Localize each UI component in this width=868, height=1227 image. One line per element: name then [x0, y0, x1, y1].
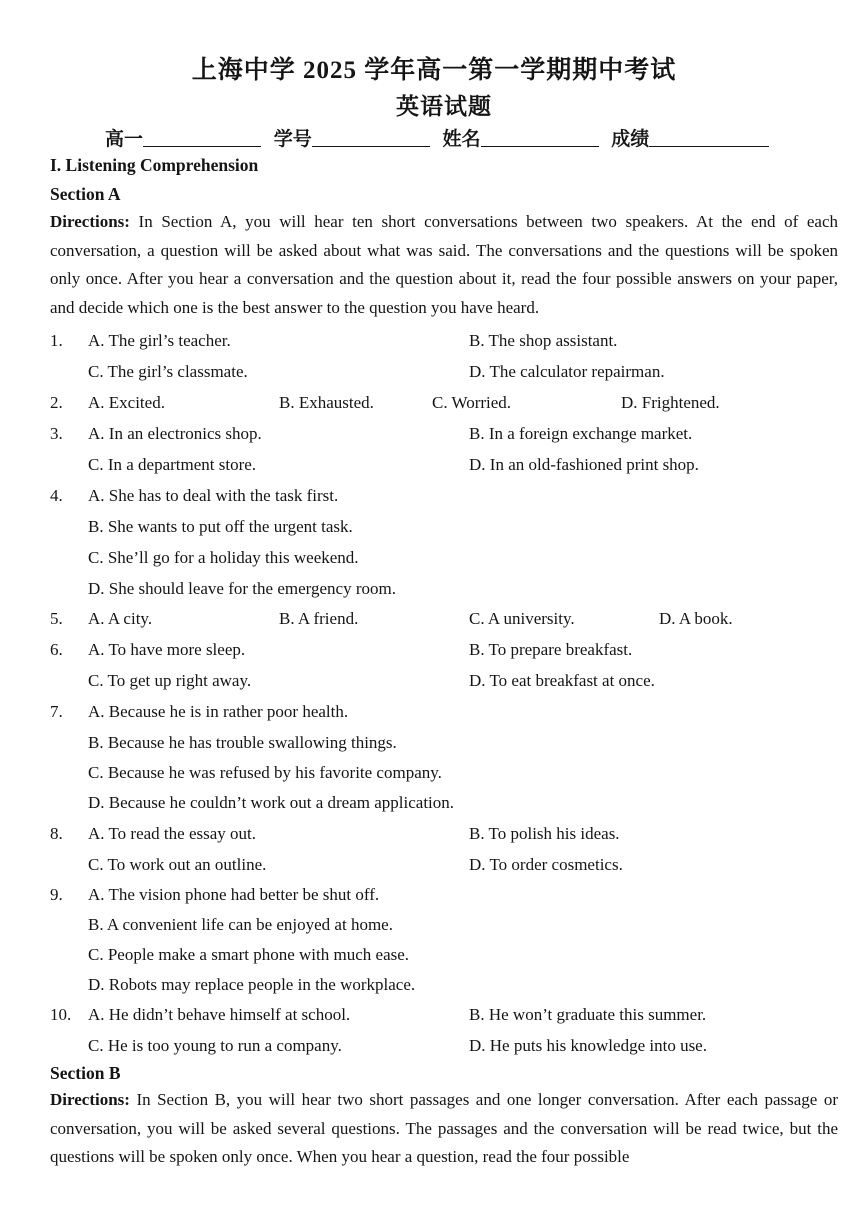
question-number: 4.	[50, 486, 63, 505]
option: C. Worried.	[432, 393, 512, 412]
option: A. To have more sleep.	[88, 640, 246, 659]
exam-title: 上海中学 2025 学年高一第一学期期中考试	[191, 57, 677, 84]
option: C. To work out an outline.	[88, 855, 267, 874]
student-id-label: 学号	[273, 129, 312, 150]
option: D. She should leave for the emergency room.	[88, 579, 396, 598]
option: B. He won’t graduate this summer.	[469, 1005, 707, 1024]
option: C. She’ll go for a holiday this weekend.	[88, 548, 359, 567]
name-label: 姓名	[442, 129, 481, 150]
question-number: 6.	[50, 640, 63, 659]
class-blank[interactable]	[143, 125, 261, 147]
directions-text: In Section B, you will hear two short passages and one longer conversation. After each passage or conversation, you will be asked several questions. The passages and the conversation will be read twice, but the questions will be spoken only once. When you hear a question, read the four possible	[50, 1090, 838, 1166]
part-heading: I. Listening Comprehension	[50, 155, 259, 175]
section-a-heading: Section A	[50, 184, 121, 204]
option: A. The girl’s teacher.	[88, 331, 231, 350]
directions-label: Directions:	[50, 1090, 130, 1109]
exam-subtitle: 英语试题	[396, 94, 492, 119]
option: C. A university.	[469, 609, 575, 628]
option: C. To get up right away.	[88, 671, 252, 690]
option: A. In an electronics shop.	[88, 424, 262, 443]
section-a-directions	[50, 208, 838, 322]
question-number: 7.	[50, 702, 63, 721]
question-number: 3.	[50, 424, 63, 443]
option: B. A convenient life can be enjoyed at home.	[88, 915, 393, 934]
option: D. Robots may replace people in the workplace.	[88, 975, 416, 994]
option: B. The shop assistant.	[469, 331, 618, 350]
option: C. In a department store.	[88, 455, 257, 474]
option: C. He is too young to run a company.	[88, 1036, 342, 1055]
name-blank[interactable]	[481, 125, 599, 147]
directions-text: In Section A, you will hear ten short conversations between two speakers. At the end of each conversation, a question will be asked about what was said. The conversations and the questions will be spoken only once. After you hear a conversation and the question about it, read the four possible answers on your paper, and decide which one is the best answer to the question you have heard.	[50, 212, 838, 317]
option: B. In a foreign exchange market.	[469, 424, 693, 443]
option: D. To eat breakfast at once.	[469, 671, 655, 690]
student-id-blank[interactable]	[312, 125, 430, 147]
question-number: 8.	[50, 824, 63, 843]
score-blank[interactable]	[649, 125, 769, 147]
option: D. Frightened.	[621, 393, 720, 412]
option: A. She has to deal with the task first.	[88, 486, 339, 505]
option: B. Exhausted.	[279, 393, 374, 412]
question-number: 10.	[50, 1005, 72, 1024]
option: C. People make a smart phone with much ease.	[88, 945, 410, 964]
section-b-heading: Section B	[50, 1063, 121, 1083]
student-info-fields	[105, 124, 769, 151]
section-b-directions	[50, 1086, 838, 1172]
option: B. Because he has trouble swallowing things.	[88, 733, 397, 752]
question-number: 1.	[50, 331, 63, 350]
option: C. Because he was refused by his favorite company.	[88, 763, 442, 782]
option: B. A friend.	[279, 609, 359, 628]
option: A. He didn’t behave himself at school.	[88, 1005, 351, 1024]
question-number: 5.	[50, 609, 63, 628]
option: D. The calculator repairman.	[469, 362, 665, 381]
option: C. The girl’s classmate.	[88, 362, 248, 381]
question-number: 9.	[50, 885, 63, 904]
option: A. The vision phone had better be shut off.	[88, 885, 380, 904]
question-number: 2.	[50, 393, 63, 412]
option: D. He puts his knowledge into use.	[469, 1036, 707, 1055]
option: A. To read the essay out.	[88, 824, 256, 843]
option: A. A city.	[88, 609, 153, 628]
option: D. A book.	[659, 609, 733, 628]
option: A. Excited.	[88, 393, 165, 412]
option: B. She wants to put off the urgent task.	[88, 517, 353, 536]
option: B. To polish his ideas.	[469, 824, 620, 843]
directions-label: Directions:	[50, 212, 130, 231]
option: D. Because he couldn’t work out a dream application.	[88, 793, 455, 812]
option: B. To prepare breakfast.	[469, 640, 633, 659]
option: D. To order cosmetics.	[469, 855, 623, 874]
class-label: 高一	[105, 129, 144, 150]
option: A. Because he is in rather poor health.	[88, 702, 349, 721]
score-label: 成绩	[611, 129, 650, 150]
option: D. In an old-fashioned print shop.	[469, 455, 699, 474]
